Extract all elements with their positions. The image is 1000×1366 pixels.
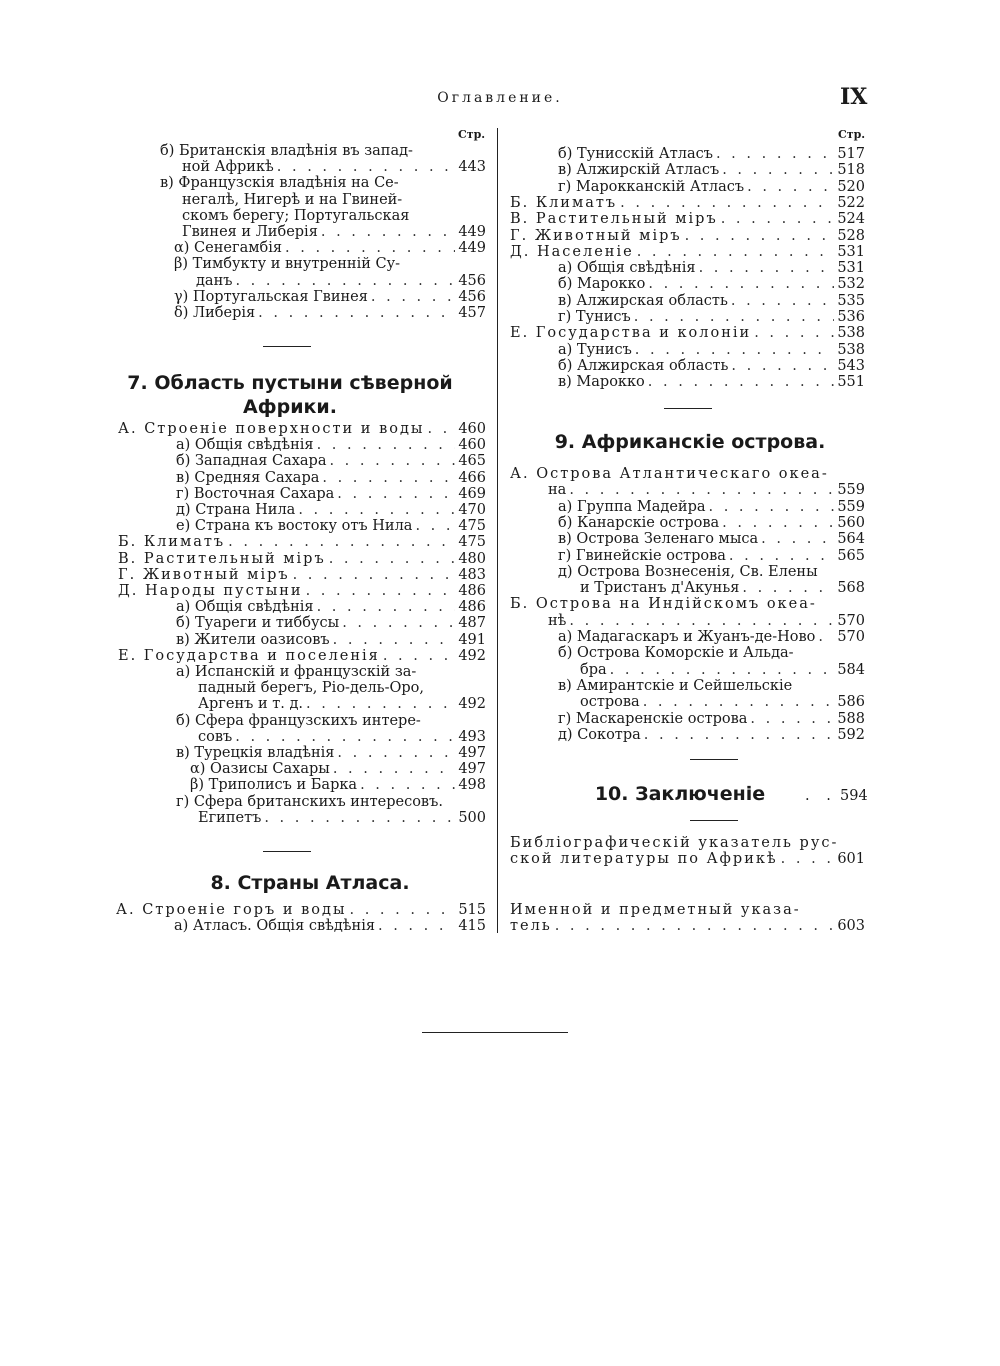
toc-row <box>558 309 865 325</box>
section-9-title: 9. Африканскіе острова. <box>554 431 826 453</box>
toc-entry-text: А. Строеніе горъ и воды <box>116 902 347 918</box>
toc-entry-page: 475 <box>458 534 486 551</box>
toc-entry-page: 470 <box>458 502 486 518</box>
right-separator-1 <box>664 408 712 409</box>
toc-entry-text: в) Марокко <box>558 374 645 391</box>
toc-row <box>182 224 486 240</box>
toc-entry-text: в) Турецкія владѣнія <box>176 745 335 761</box>
toc-entry-text: данъ <box>196 272 233 289</box>
toc-entry-page: 535 <box>837 292 865 309</box>
toc-entry-page: 487 <box>458 615 486 632</box>
toc-entry-text: А. Острова Атлантическаго океа- <box>510 466 829 482</box>
toc-entry-text: скомъ берегу; Португальская <box>182 207 410 224</box>
toc-row <box>176 745 486 761</box>
toc-row <box>176 486 486 502</box>
toc-row <box>176 664 486 680</box>
toc-entry-page: 570 <box>837 612 865 629</box>
toc-entry-text: Гвинея и Либерія <box>182 224 318 240</box>
toc-row <box>196 273 486 289</box>
toc-row <box>510 244 865 260</box>
bottom-rule <box>422 1032 568 1033</box>
toc-row <box>510 195 865 211</box>
toc-row <box>558 629 865 645</box>
toc-entry-text: острова <box>580 694 640 711</box>
toc-row <box>548 613 865 629</box>
toc-entry-text: Аргенъ и т. д. <box>198 696 303 713</box>
toc-entry-page: 559 <box>837 498 865 515</box>
toc-entry-page: 415 <box>458 918 486 935</box>
toc-row <box>116 902 486 918</box>
toc-row <box>176 502 486 518</box>
section-7-title-line2: Африки. <box>243 396 337 418</box>
toc-row <box>510 211 865 227</box>
toc-entry-page: 460 <box>458 437 486 454</box>
toc-entry-page: 538 <box>837 341 865 358</box>
right-separator-2 <box>690 759 738 760</box>
toc-entry-page: 531 <box>837 260 865 277</box>
toc-entry-text: Б. Острова на Индійскомъ океа- <box>510 596 817 613</box>
toc-row <box>176 599 486 615</box>
toc-row <box>198 696 486 712</box>
toc-row <box>558 146 865 162</box>
toc-entry-text: б) Острова Коморскіе и Альда- <box>558 645 794 662</box>
toc-entry-text: А. Строеніе поверхности и воды <box>118 421 425 437</box>
biblio-text-1: Библіографическій указатель рус- <box>510 835 839 851</box>
biblio-line1 <box>510 835 865 851</box>
toc-row <box>190 761 486 777</box>
toc-row <box>174 256 486 272</box>
toc-entry-text: Г. Животный міръ <box>510 227 682 244</box>
toc-entry-page: 449 <box>458 240 486 257</box>
toc-row <box>176 632 486 648</box>
toc-row <box>558 727 865 743</box>
toc-row <box>558 374 865 390</box>
toc-entry-text: б) Марокко <box>558 276 646 293</box>
toc-row <box>510 596 865 612</box>
toc-entry-text: нѣ <box>548 612 567 629</box>
toc-entry-text: в) Жители оазисовъ <box>176 631 330 648</box>
toc-entry-page: 532 <box>837 276 865 293</box>
toc-row <box>558 711 865 727</box>
toc-row <box>174 289 486 305</box>
toc-entry-text: Д. Населеніе <box>510 243 634 260</box>
toc-row <box>160 175 486 191</box>
toc-entry-text: Б. Климатъ <box>118 534 226 551</box>
index-text-1: Именной и предметный указа- <box>510 902 801 918</box>
toc-entry-page: 486 <box>458 599 486 616</box>
left-separator-2 <box>263 851 311 852</box>
toc-row <box>182 208 486 224</box>
toc-entry-text: γ) Португальская Гвинея <box>174 288 368 305</box>
toc-row <box>558 276 865 292</box>
toc-row <box>182 192 486 208</box>
left-separator-1 <box>263 346 311 347</box>
index-page: 603 <box>837 918 865 934</box>
toc-entry-text: Е. Государства и поселенія <box>118 647 380 664</box>
toc-entry-text: α) Сенегамбія <box>174 240 283 257</box>
section-8-title: 8. Страны Атласа. <box>210 872 410 894</box>
toc-entry-text: б) Туареги и тиббусы <box>176 615 340 632</box>
toc-entry-text: Египетъ <box>198 809 262 826</box>
toc-entry-text: В. Растительный міръ <box>118 550 326 567</box>
toc-row <box>580 694 865 710</box>
section-7-title-line1: 7. Область пустыни сѣверной <box>127 372 453 394</box>
toc-entry-page: 497 <box>458 761 486 778</box>
toc-entry-page: 531 <box>837 243 865 260</box>
toc-row <box>198 810 486 826</box>
toc-entry-text: а) Общія свѣдѣнія <box>558 260 696 277</box>
toc-entry-page: 475 <box>458 518 486 535</box>
toc-entry-text: а) Мадагаскаръ и Жуанъ-де-Ново <box>558 629 816 645</box>
toc-entry-page: 515 <box>458 902 486 918</box>
toc-row <box>174 918 486 934</box>
toc-entry-page: 460 <box>458 421 486 437</box>
toc-row <box>558 293 865 309</box>
page-number: IX <box>840 84 868 110</box>
toc-entry-text: а) Испанскій и французскій за- <box>176 664 417 680</box>
toc-row <box>160 143 486 159</box>
toc-entry-page: 520 <box>837 178 865 195</box>
toc-entry-text: б) Сфера французскихъ интере- <box>176 712 421 729</box>
toc-entry-page: 568 <box>837 580 865 597</box>
toc-entry-text: д) Острова Вознесенія, Св. Елены <box>558 563 818 580</box>
toc-entry-text: в) Французскія владѣнія на Се- <box>160 175 399 192</box>
toc-entry-page: 528 <box>837 227 865 244</box>
toc-entry-page: 564 <box>837 531 865 548</box>
toc-entry-text: е) Страна къ востоку отъ Нила <box>176 518 413 535</box>
toc-entry-page: 536 <box>837 309 865 325</box>
toc-row <box>182 159 486 175</box>
toc-row <box>198 729 486 745</box>
toc-entry-text: ной Африкѣ <box>182 159 274 176</box>
toc-entry-text: в) Амирантскіе и Сейшельскіе <box>558 677 793 694</box>
toc-entry-text: бра <box>580 661 607 678</box>
column-divider <box>497 128 498 933</box>
toc-entry-text: на <box>548 482 567 499</box>
toc-entry-page: 570 <box>837 629 865 645</box>
toc-row <box>190 777 486 793</box>
biblio-line2 <box>510 851 865 867</box>
toc-row <box>176 713 486 729</box>
toc-row <box>558 179 865 195</box>
page-header-title: Оглавление. <box>437 90 563 106</box>
toc-entry-page: 449 <box>458 224 486 240</box>
toc-entry-text: δ) Либерія <box>174 305 256 321</box>
toc-entry-page: 565 <box>837 547 865 564</box>
toc-row <box>118 648 486 664</box>
toc-entry-page: 465 <box>458 453 486 470</box>
toc-entry-page: 517 <box>837 146 865 162</box>
section-10-page: 594 <box>840 788 868 804</box>
toc-entry-page: 486 <box>458 583 486 599</box>
toc-entry-page: 457 <box>458 305 486 321</box>
toc-row <box>558 548 865 564</box>
toc-entry-text: Д. Народы пустыни <box>118 583 303 599</box>
toc-entry-text: а) Группа Мадейра <box>558 498 706 515</box>
toc-row <box>558 162 865 178</box>
toc-entry-text: В. Растительный міръ <box>510 211 718 228</box>
toc-entry-page: 443 <box>458 159 486 176</box>
toc-entry-page: 560 <box>837 514 865 531</box>
toc-entry-page: 524 <box>837 211 865 228</box>
toc-entry-text: в) Острова Зеленаго мыса <box>558 531 759 548</box>
toc-row <box>176 453 486 469</box>
toc-entry-text: г) Сфера британскихъ интересовъ. <box>176 793 443 810</box>
toc-row <box>198 680 486 696</box>
toc-row <box>558 564 865 580</box>
toc-entry-page: 466 <box>458 469 486 486</box>
toc-entry-text: а) Общія свѣдѣнія <box>176 599 314 616</box>
toc-entry-page: 483 <box>458 566 486 583</box>
toc-entry-page: 584 <box>837 661 865 678</box>
toc-row <box>548 482 865 498</box>
toc-entry-page: 498 <box>458 777 486 794</box>
toc-entry-page: 522 <box>837 194 865 211</box>
toc-entry-page: 559 <box>837 482 865 499</box>
toc-row <box>558 260 865 276</box>
toc-row <box>510 466 865 482</box>
right-separator-3 <box>690 820 738 821</box>
toc-entry-text: падный берегъ, Ріо-дель-Оро, <box>198 680 424 697</box>
toc-entry-page: 456 <box>458 288 486 305</box>
toc-entry-text: негалѣ, Нигерѣ и на Гвиней- <box>182 191 403 208</box>
toc-row <box>176 794 486 810</box>
toc-entry-page: 456 <box>458 272 486 289</box>
index-text-2: тель <box>510 918 552 934</box>
toc-entry-text: г) Марокканскій Атласъ <box>558 178 745 195</box>
toc-entry-page: 543 <box>837 357 865 374</box>
right-page-col-header: Стр. <box>838 128 866 141</box>
toc-entry-text: α) Оазисы Сахары <box>190 761 330 778</box>
toc-entry-text: г) Восточная Сахара <box>176 485 335 502</box>
toc-entry-text: г) Гвинейскіе острова <box>558 547 726 564</box>
toc-row <box>176 470 486 486</box>
toc-entry-text: б) Западная Сахара <box>176 453 327 470</box>
toc-row <box>118 583 486 599</box>
toc-entry-text: а) Тунисъ <box>558 341 632 358</box>
toc-entry-page: 551 <box>837 374 865 391</box>
toc-row <box>558 358 865 374</box>
section-10-dots: . . <box>805 788 837 804</box>
toc-entry-page: 491 <box>458 631 486 648</box>
toc-entry-text: г) Тунисъ <box>558 309 631 325</box>
toc-entry-page: 469 <box>458 485 486 502</box>
toc-entry-text: а) Атласъ. Общія свѣдѣнія <box>174 918 375 935</box>
toc-row <box>558 645 865 661</box>
toc-entry-page: 586 <box>837 694 865 711</box>
biblio-text-2: ской литературы по Африкѣ <box>510 851 778 867</box>
index-line2 <box>510 918 865 934</box>
toc-entry-text: и Тристанъ д'Акунья <box>580 580 740 597</box>
toc-row <box>176 437 486 453</box>
toc-entry-page: 538 <box>837 325 865 342</box>
toc-entry-text: Е. Государства и колоніи <box>510 325 752 342</box>
toc-row <box>580 580 865 596</box>
toc-row <box>174 240 486 256</box>
toc-entry-text: б) Тунисскій Атласъ <box>558 146 713 162</box>
toc-entry-text: г) Маскаренскіе острова <box>558 710 748 727</box>
toc-row <box>558 515 865 531</box>
toc-entry-text: а) Общія свѣдѣнія <box>176 437 314 454</box>
toc-entry-page: 592 <box>837 726 865 743</box>
toc-entry-page: 493 <box>458 728 486 745</box>
toc-row <box>558 499 865 515</box>
toc-entry-text: совъ <box>198 728 233 745</box>
index-line1 <box>510 902 865 918</box>
section-10-title: 10. Заключеніе <box>594 783 766 805</box>
toc-entry-page: 518 <box>837 162 865 179</box>
toc-row <box>558 531 865 547</box>
toc-entry-page: 500 <box>458 809 486 826</box>
toc-row <box>118 421 486 437</box>
toc-entry-page: 588 <box>837 710 865 727</box>
left-page-col-header: Стр. <box>458 128 486 141</box>
toc-entry-text: β) Тимбукту и внутренній Су- <box>174 256 401 273</box>
toc-entry-text: д) Страна Нила <box>176 502 296 518</box>
toc-row <box>580 662 865 678</box>
toc-row <box>176 615 486 631</box>
toc-entry-text: в) Алжирская область <box>558 292 728 309</box>
toc-entry-text: б) Британскія владѣнія въ запад- <box>160 143 413 159</box>
toc-row <box>558 342 865 358</box>
toc-entry-page: 492 <box>458 647 486 664</box>
toc-row <box>558 678 865 694</box>
toc-entry-page: 480 <box>458 550 486 567</box>
toc-row <box>510 325 865 341</box>
toc-entry-page: 492 <box>458 696 486 713</box>
toc-row <box>118 551 486 567</box>
toc-entry-text: Г. Животный міръ <box>118 566 290 583</box>
toc-row <box>118 534 486 550</box>
toc-row <box>118 567 486 583</box>
toc-row <box>176 518 486 534</box>
toc-entry-page: 497 <box>458 745 486 761</box>
biblio-page: 601 <box>837 851 865 867</box>
toc-entry-text: д) Сокотра <box>558 726 641 743</box>
toc-row <box>174 305 486 321</box>
toc-entry-text: в) Алжирскій Атласъ <box>558 162 720 179</box>
toc-entry-text: в) Средняя Сахара <box>176 469 320 486</box>
toc-entry-text: β) Триполисъ и Барка <box>190 777 358 794</box>
toc-row <box>510 228 865 244</box>
toc-entry-text: б) Канарскіе острова <box>558 514 720 531</box>
toc-entry-text: Б. Климатъ <box>510 194 618 211</box>
toc-entry-text: б) Алжирская область <box>558 357 729 374</box>
